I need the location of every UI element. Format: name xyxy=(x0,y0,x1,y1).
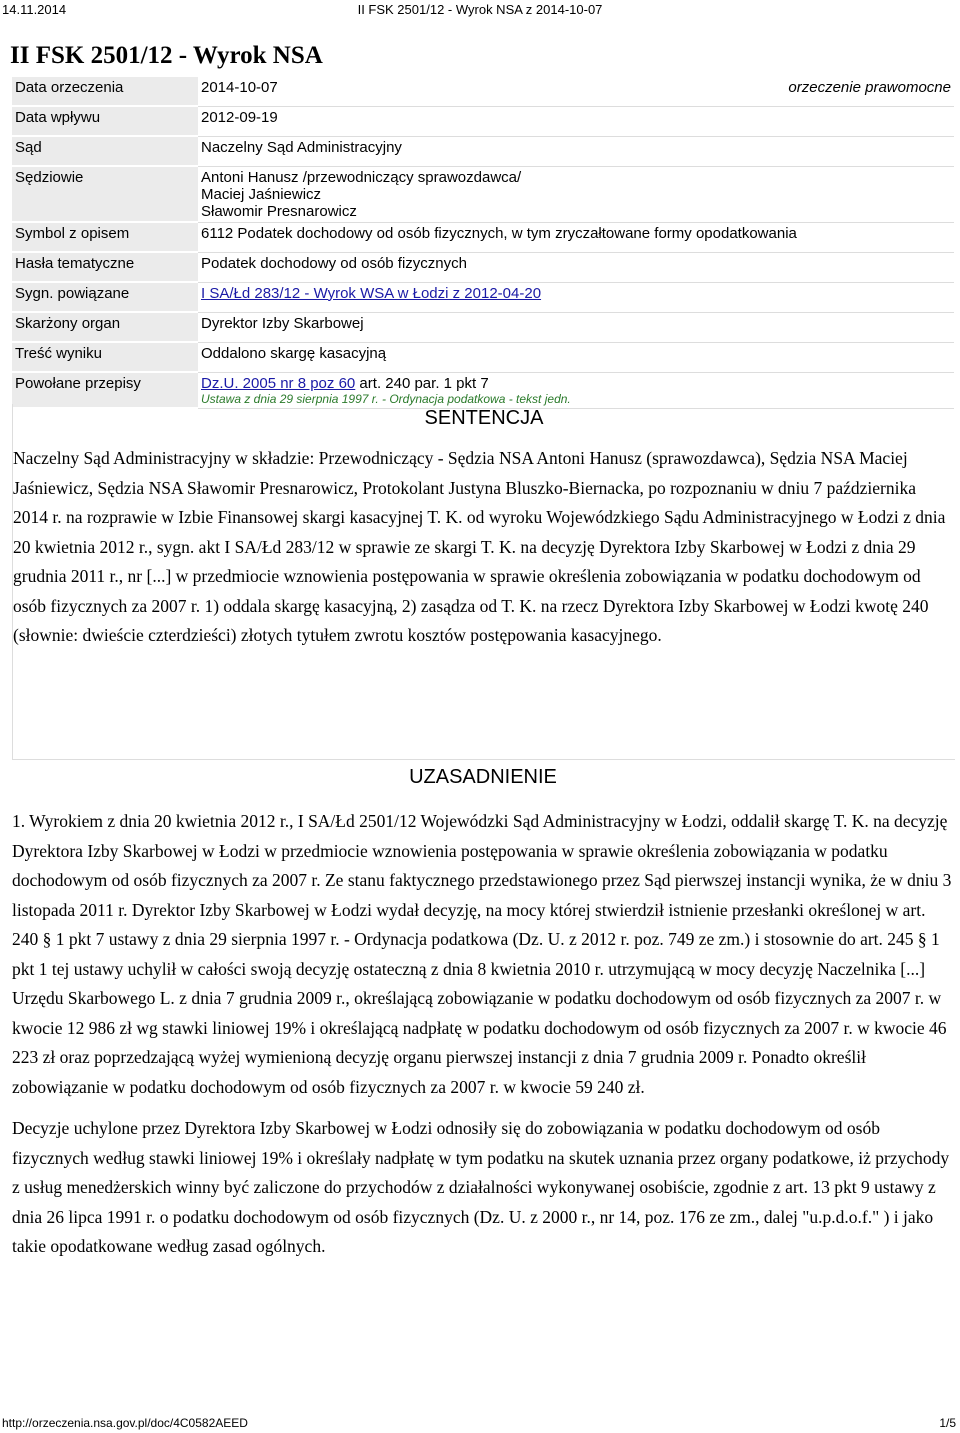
value-sygn xyxy=(198,282,954,312)
judge-2: Maciej Jaśniewicz xyxy=(201,185,322,203)
value-symbol: 6112 Podatek dochodowy od osób fizycznych, w tym zryczałtowane formy opodatkowania xyxy=(198,222,954,252)
row-sad xyxy=(12,136,954,166)
print-header xyxy=(0,0,960,20)
related-case-link[interactable]: I SA/Łd 283/12 - Wyrok WSA w Łodzi z 2012-04-20 xyxy=(201,284,542,302)
label-hasla: Hasła tematyczne xyxy=(12,252,198,282)
page-number: 1/5 xyxy=(939,1416,956,1430)
row-data-orzeczenia xyxy=(12,77,954,106)
value-sad: Naczelny Sąd Administracyjny xyxy=(198,136,954,166)
footer-url: http://orzeczenia.nsa.gov.pl/doc/4C0582AEED xyxy=(2,1416,248,1430)
label-tresc: Treść wyniku xyxy=(12,342,198,372)
row-sygn xyxy=(12,282,954,312)
row-hasla xyxy=(12,252,954,282)
row-data-wplywu xyxy=(12,106,954,136)
value-data-orzeczenia xyxy=(198,77,954,106)
value-hasla: Podatek dochodowy od osób fizycznych xyxy=(198,252,954,282)
label-organ: Skarżony organ xyxy=(12,312,198,342)
value-sedziowie xyxy=(198,166,954,222)
value-data-wplywu: 2012-09-19 xyxy=(198,106,954,136)
print-footer xyxy=(0,1414,960,1432)
print-page-title: II FSK 2501/12 - Wyrok NSA z 2014-10-07 xyxy=(357,2,603,17)
sentencja-heading: SENTENCJA xyxy=(424,407,544,429)
label-data-orzeczenia: Data orzeczenia xyxy=(12,77,198,106)
print-date: 14.11.2014 xyxy=(2,2,67,17)
label-przepisy: Powołane przepisy xyxy=(12,372,198,408)
judge-3: Sławomir Presnarowicz xyxy=(201,202,357,220)
label-data-wplywu: Data wpływu xyxy=(12,106,198,136)
label-symbol: Symbol z opisem xyxy=(12,222,198,252)
document-title: II FSK 2501/12 - Wyrok NSA xyxy=(10,42,323,69)
value-tresc: Oddalono skargę kasacyjną xyxy=(198,342,954,372)
metadata-table xyxy=(12,77,954,409)
sentencja-section xyxy=(12,404,955,760)
label-sedziowie: Sędziowie xyxy=(12,166,198,222)
label-sygn: Sygn. powiązane xyxy=(12,282,198,312)
uzasadnienie-paragraph-1: 1. Wyrokiem z dnia 20 kwietnia 2012 r., I SA/Łd 2501/12 Wojewódzki Sąd Administracyjny w Łodzi, oddalił skargę T. K. na decyzję Dyrektora Izby Skarbowej w Łodzi w przedmiocie wznowienia postępowania w sprawie określenia zobowiązania w podatku dochodowym od osób fizycznych za 2007 r. Ze stanu faktycznego przedstawionego przez Sąd pierwszej instancji wynika, że w dniu 3 listopada 2011 r. Dyrektor Izby Skarbowej w Łodzi wydał decyzję, na mocy której stwierdził istnienie przesłanki określonej w art. 240 § 1 pkt 7 ustawy z dnia 29 sierpnia 1997 r. - Ordynacja podatkowa (Dz. U. z 2012 r. poz. 749 ze zm.) i stosownie do art. 245 § 1 pkt 1 tej ustawy uchylił w całości swoją decyzję ostateczną z dnia 8 kwietnia 2010 r. utrzymującą w mocy decyzję Naczelnika [...] Urzędu Skarbowego L. z dnia 7 grudnia 2009 r., określającą zobowiązanie w podatku dochodowym od osób fizycznych za 2007 r. w kwocie 12 986 zł wg stawki liniowej 19% i określającą nadpłatę w podatku dochodowym od osób fizycznych za 2007 r. w kwocie 46 223 zł oraz poprzedzającą wyżej wymienioną decyzję organu pierwszej instancji z dnia 7 grudnia 2009 r. Ponadto określił zobowiązanie w podatku dochodowym od osób fizycznych za 2007 r. w kwocie 59 240 zł. xyxy=(12,811,952,1097)
law-article: art. 240 par. 1 pkt 7 xyxy=(355,374,489,392)
law-note: Ustawa z dnia 29 sierpnia 1997 r. - Ordynacja podatkowa - tekst jedn. xyxy=(201,391,571,406)
date-value: 2014-10-07 xyxy=(201,79,278,96)
row-sedziowie xyxy=(12,166,954,222)
label-sad: Sąd xyxy=(12,136,198,166)
status-prawomocne: orzeczenie prawomocne xyxy=(788,79,951,96)
law-link[interactable]: Dz.U. 2005 nr 8 poz 60 xyxy=(201,374,356,392)
row-symbol xyxy=(12,222,954,252)
uzasadnienie-paragraph-2: Decyzje uchylone przez Dyrektora Izby Skarbowej w Łodzi odnosiły się do zobowiązania w podatku dochodowym od osób fizycznych według stawki liniowej 19% i określały nadpłatę w tym podatku na skutek uznania przez organy podatkowe, iż przychody z usług menedżerskich winny być zaliczone do przychodów z działalności wykonywanej osobiście, zgodnie z art. 13 pkt 9 ustawy z dnia 26 lipca 1991 r. o podatku dochodowym od osób fizycznych (Dz. U. z 2000 r., nr 14, poz. 176 ze zm., dalej "u.p.d.o.f." ) i jako takie opodatkowane według zasad ogólnych. xyxy=(12,1118,950,1256)
uzasadnienie-section xyxy=(12,763,954,1262)
sentencja-text: Naczelny Sąd Administracyjny w składzie: Przewodniczący - Sędzia NSA Antoni Hanusz (sprawozdawca), Sędzia NSA Maciej Jaśniewicz, Sędzia NSA Sławomir Presnarowicz, Protokolant Justyna Bluszko-Biernacka, po rozpoznaniu w dniu 7 października 2014 r. na rozprawie w Izbie Finansowej skargi kasacyjnej T. K. od wyroku Wojewódzkiego Sądu Administracyjnego w Łodzi z dnia 20 kwietnia 2012 r., sygn. akt I SA/Łd 283/12 w sprawie ze skargi T. K. na decyzję Dyrektora Izby Skarbowej w Łodzi z dnia 29 grudnia 2011 r., nr [...] w przedmiocie wznowienia postępowania w sprawie określenia zobowiązania w podatku dochodowym od osób fizycznych za 2007 r. 1) oddala skargę kasacyjną, 2) zasądza od T. K. na rzecz Dyrektora Izby Skarbowej w Łodzi kwotę 240 (słownie: dwieście czterdzieści) złotych tytułem zwrotu kosztów postępowania kasacyjnego. xyxy=(13,448,946,645)
row-przepisy xyxy=(12,372,954,408)
judge-1: Antoni Hanusz /przewodniczący sprawozdawca/ xyxy=(201,168,522,186)
value-przepisy xyxy=(198,372,954,408)
value-organ: Dyrektor Izby Skarbowej xyxy=(198,312,954,342)
uzasadnienie-heading: UZASADNIENIE xyxy=(409,766,557,788)
row-organ xyxy=(12,312,954,342)
row-tresc xyxy=(12,342,954,372)
